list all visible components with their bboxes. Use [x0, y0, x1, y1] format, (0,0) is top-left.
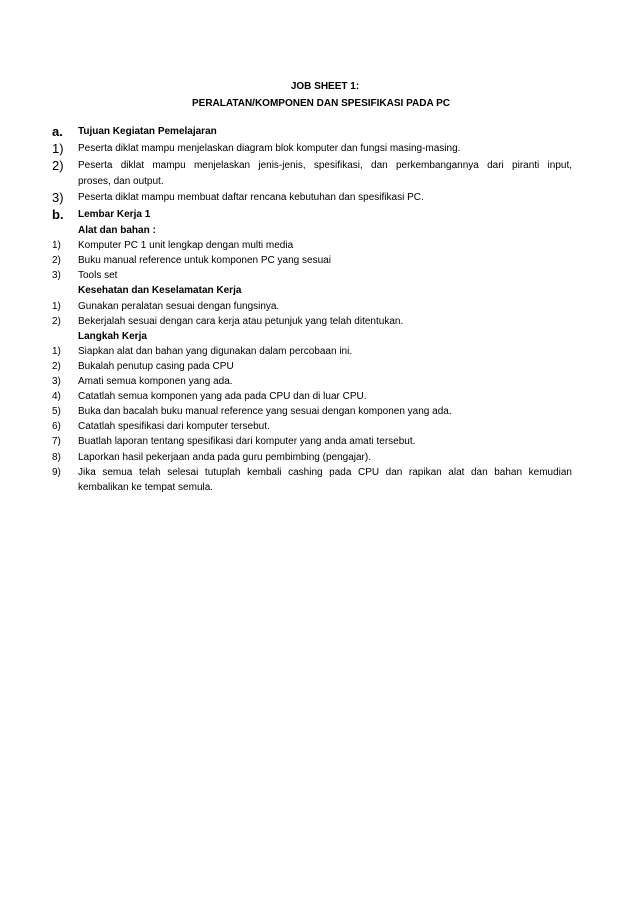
list-item-number: 7): [52, 436, 61, 448]
list-item-number: 2): [52, 255, 61, 267]
list-item: [52, 253, 572, 268]
list-item-text: Siapkan alat dan bahan yang digunakan dalam percobaan ini.: [78, 345, 353, 357]
section-a-heading: [52, 123, 572, 140]
section-a-heading-text: Tujuan Kegiatan Pemelajaran: [78, 126, 217, 137]
job-sheet-title: [0, 78, 638, 112]
list-item-number: 3): [52, 376, 61, 388]
list-item-text: Bekerjalah sesuai dengan cara kerja atau petunjuk yang telah ditentukan.: [78, 315, 404, 327]
subsection-heading: [52, 329, 572, 344]
list-item-text: Buka dan bacalah buku manual reference yang sesuai dengan komponen yang ada.: [78, 406, 452, 418]
subsection-heading: [52, 223, 572, 238]
list-item-number: 3): [52, 190, 64, 206]
list-item: [52, 450, 572, 465]
list-item-text: Peserta diklat mampu menjelaskan jenis-jenis, spesifikasi, dan perkembangannya dari piranti input,: [78, 160, 572, 171]
list-item-text: Gunakan peralatan sesuai dengan fungsinya.: [78, 300, 280, 312]
list-item-number: 1): [52, 141, 64, 156]
list-item-number: 4): [52, 391, 61, 403]
list-item: [52, 299, 572, 314]
list-item-number: 9): [52, 466, 61, 478]
list-item-number: 8): [52, 451, 61, 463]
document-body: [52, 123, 572, 495]
k3-heading: Kesehatan dan Keselamatan Kerja: [78, 285, 242, 297]
list-item-text: Peserta diklat mampu membuat daftar rencana kebutuhan dan spesifikasi PC.: [78, 192, 424, 204]
title-line-1: JOB SHEET 1:: [290, 81, 360, 92]
list-item-text: kembalikan ke tempat semula.: [78, 481, 214, 493]
list-item-text: Tools set: [78, 270, 118, 282]
list-item: [52, 434, 572, 449]
list-item-number: 2): [52, 315, 61, 327]
section-a-marker: a.: [52, 124, 63, 139]
section-b-heading: [52, 206, 572, 223]
list-item-text: Komputer PC 1 unit lengkap dengan multi media: [78, 240, 294, 252]
list-item: [52, 374, 572, 389]
section-b-heading-text: Lembar Kerja 1: [78, 209, 151, 221]
list-item: [52, 140, 572, 157]
list-item-text: Jika semua telah selesai tutuplah kembali cashing pada CPU dan rapikan alat dan bahan kemudian: [78, 466, 572, 478]
list-item: [52, 419, 572, 434]
langkah-heading: Langkah Kerja: [78, 330, 147, 342]
list-item-number: 2): [52, 158, 64, 173]
list-item-text: Buatlah laporan tentang spesifikasi dari komputer yang anda amati tersebut.: [78, 436, 416, 448]
list-item: [52, 465, 572, 480]
list-item-number: 3): [52, 270, 61, 282]
list-item: [52, 268, 572, 283]
list-item-number: 2): [52, 360, 61, 372]
list-item: [52, 314, 572, 329]
list-item: [52, 344, 572, 359]
list-item-text: Catatlah semua komponen yang ada pada CPU dan di luar CPU.: [78, 391, 367, 403]
list-item-text: Catatlah spesifikasi dari komputer tersebut.: [78, 421, 270, 433]
subsection-heading: [52, 283, 572, 298]
list-item: [52, 189, 572, 206]
list-item-number: 1): [52, 300, 61, 312]
list-item-continuation: [52, 480, 572, 495]
section-b-marker: b.: [52, 207, 64, 223]
list-item: [52, 157, 572, 174]
alat-heading: Alat dan bahan :: [78, 225, 156, 237]
list-item-continuation: [52, 174, 572, 189]
list-item: [52, 238, 572, 253]
list-item: [52, 389, 572, 404]
list-item-text: Amati semua komponen yang ada.: [78, 376, 233, 388]
list-item-text: Bukalah penutup casing pada CPU: [78, 360, 234, 372]
list-item-number: 1): [52, 240, 61, 252]
list-item-number: 1): [52, 345, 61, 357]
list-item-number: 6): [52, 421, 61, 433]
list-item-text: Laporkan hasil pekerjaan anda pada guru pembimbing (pengajar).: [78, 451, 371, 463]
list-item-text: Buku manual reference untuk komponen PC yang sesuai: [78, 255, 331, 267]
list-item: [52, 404, 572, 419]
list-item-text: Peserta diklat mampu menjelaskan diagram blok komputer dan fungsi masing-masing.: [78, 143, 461, 154]
list-item-number: 5): [52, 406, 61, 418]
list-item: [52, 359, 572, 374]
title-line-2: PERALATAN/KOMPONEN DAN SPESIFIKASI PADA PC: [192, 98, 450, 109]
list-item-text: proses, dan output.: [78, 176, 164, 187]
